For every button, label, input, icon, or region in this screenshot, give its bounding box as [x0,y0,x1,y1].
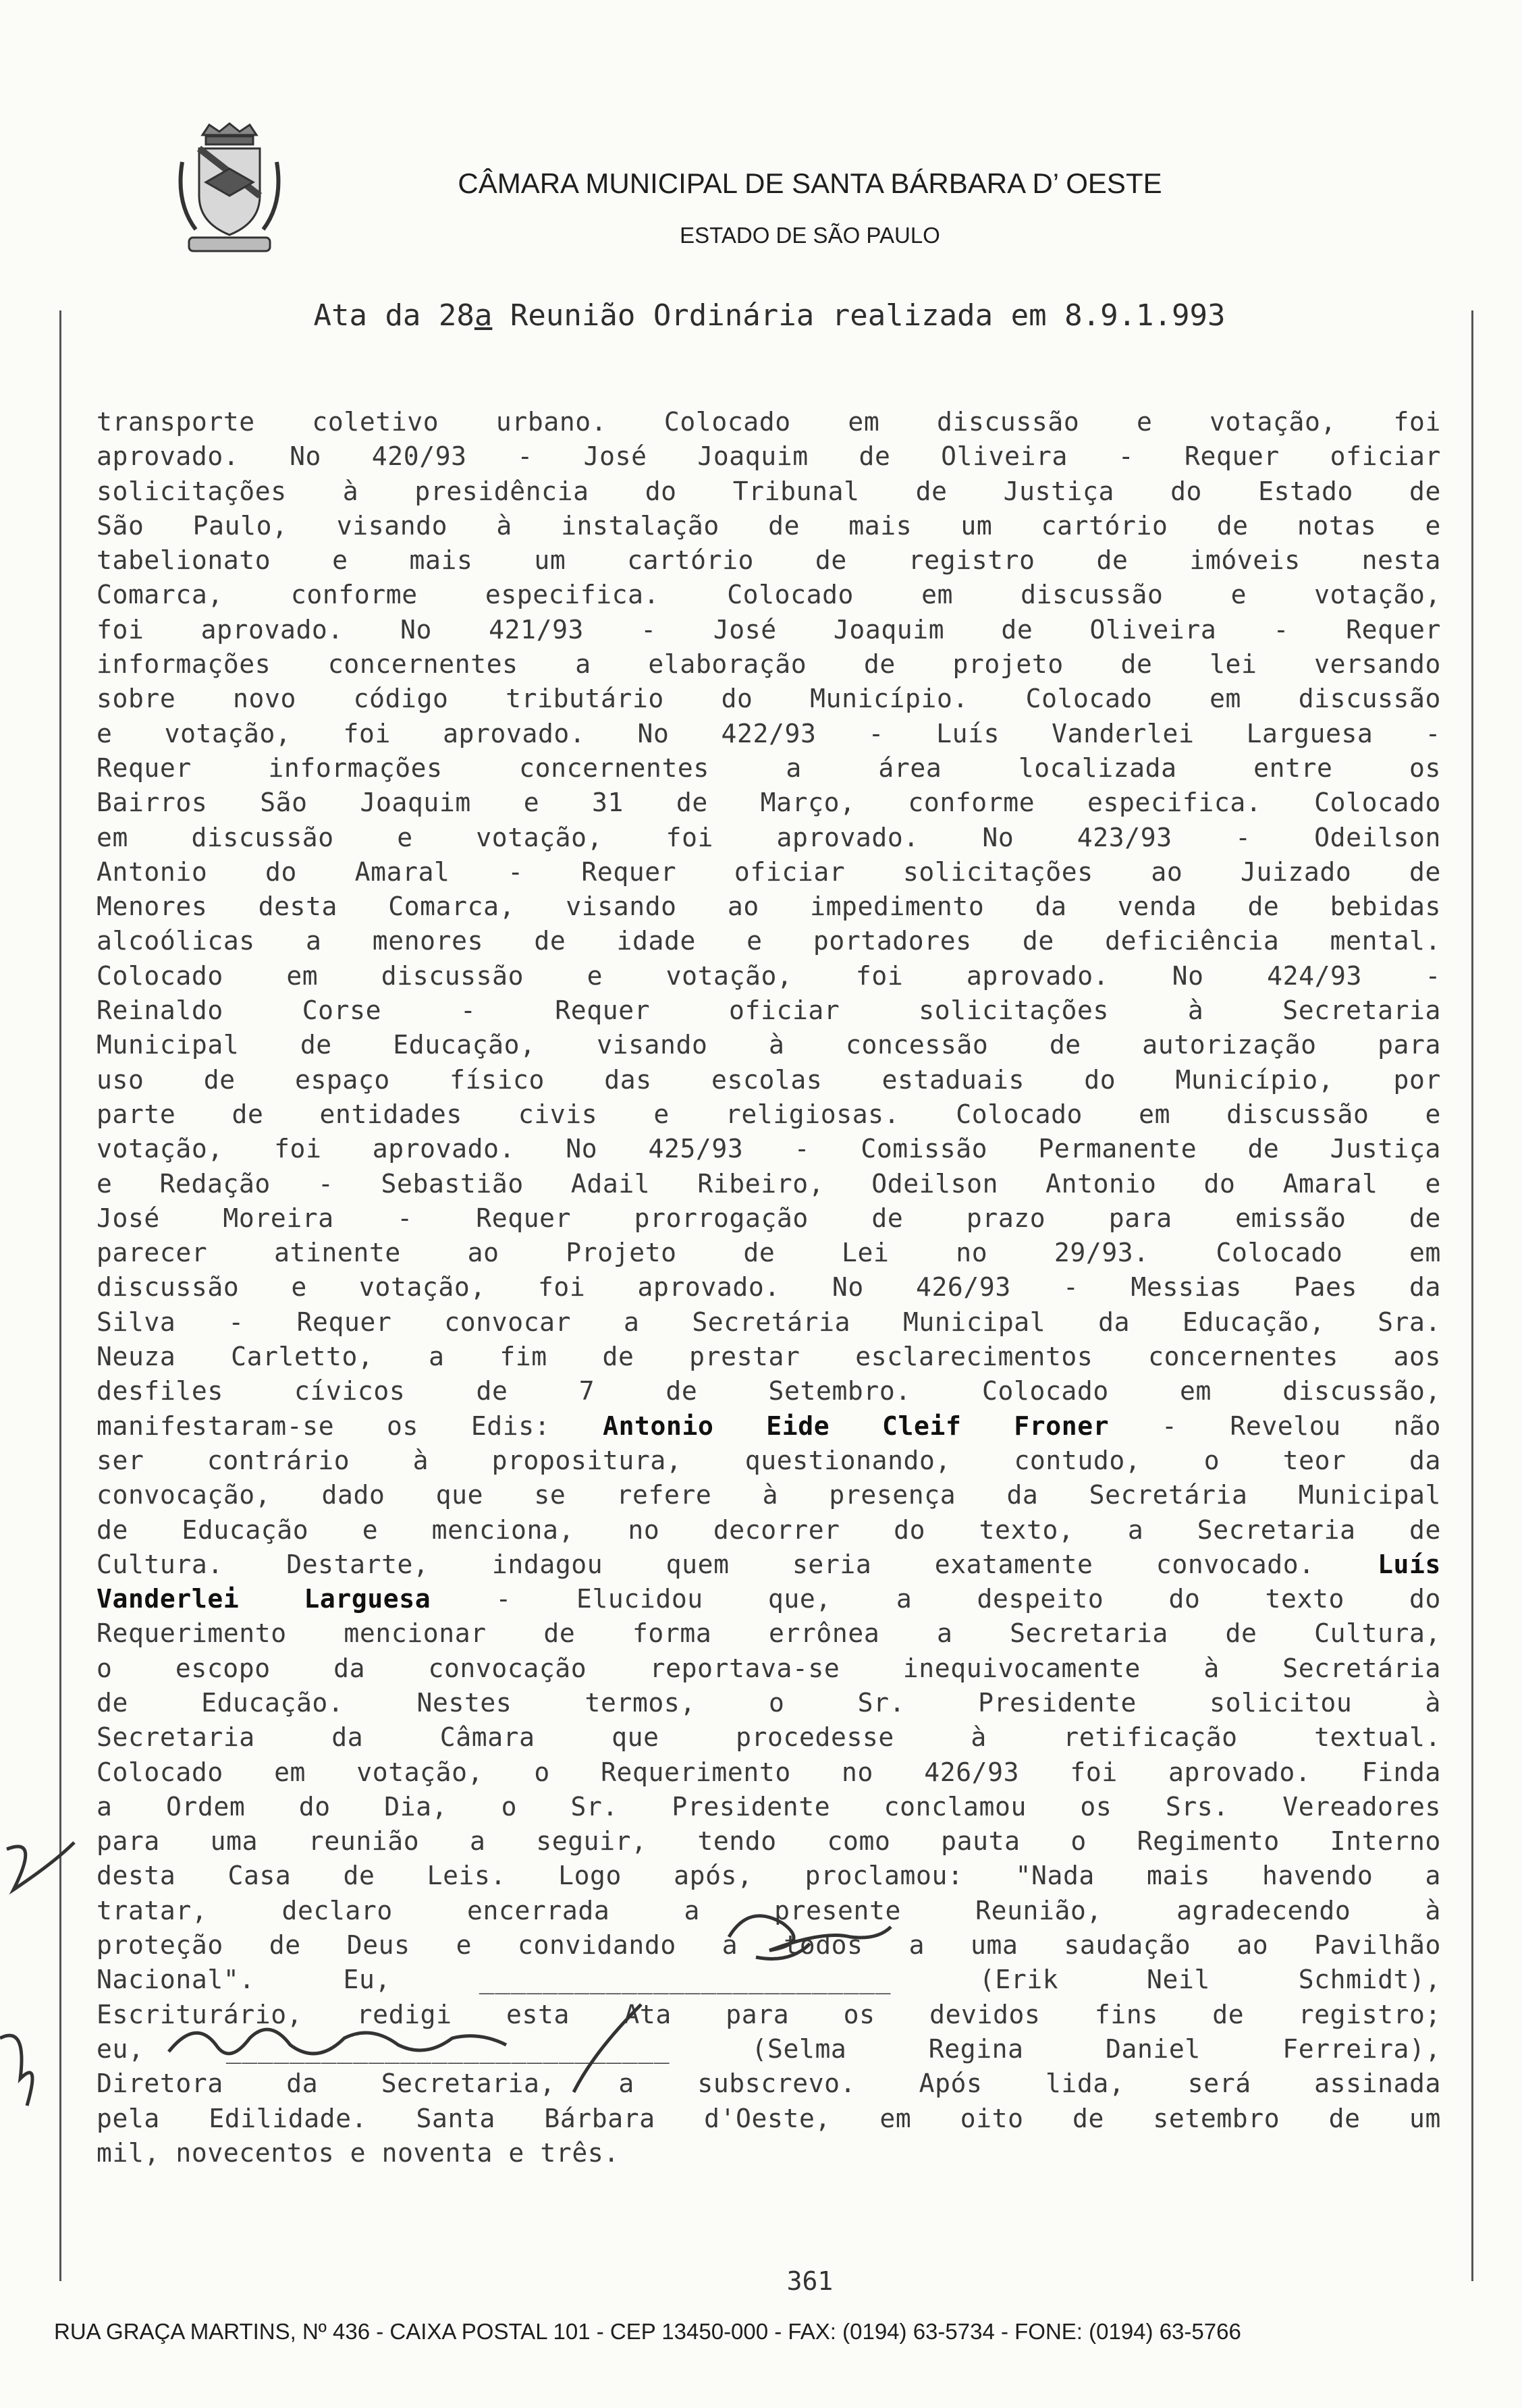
body-line: Silva - Requer convocar a Secretária Municipal da Educação, Sra. [97,1307,1441,1337]
body-line: Requerimento mencionar de forma errônea a Secretaria de Cultura, [97,1618,1441,1649]
body-line: Vanderlei Larguesa - Elucidou que, a despeito do texto do [97,1584,1441,1614]
body-line: ser contrário à propositura, questionando, contudo, o teor da [97,1445,1441,1475]
body-line: solicitações à presidência do Tribunal de Justiça do Estado de [97,476,1441,506]
body-line: foi aprovado. No 421/93 - José Joaquim de Oliveira - Requer [97,614,1441,645]
body-line: informações concernentes a elaboração de projeto de lei versando [97,649,1441,680]
body-line: José Moreira - Requer prorrogação de prazo para emissão de [97,1203,1441,1233]
body-line: aprovado. No 420/93 - José Joaquim de Oliveira - Requer oficiar [97,441,1441,472]
body-line: manifestaram-se os Edis: Antonio Eide Cleif Froner - Revelou não [97,1411,1441,1441]
body-line: alcoólicas a menores de idade e portadores de deficiência mental. [97,926,1441,956]
body-line: Diretora da Secretaria, a subscrevo. Após lida, será assinada [97,2069,1441,2099]
body-line: tabelionato e mais um cartório de registro de imóveis nesta [97,545,1441,576]
page-number: 361 [786,2266,834,2296]
speaker-name: Vanderlei Larguesa [97,1584,431,1614]
document-title: Ata da 28a Reunião Ordinária realizada em 8.9.1.993 [313,298,1226,333]
body-line: em discussão e votação, foi aprovado. No 423/93 - Odeilson [97,822,1441,852]
body-line: Neuza Carletto, a fim de prestar esclarecimentos concernentes aos [97,1342,1441,1372]
body-line: Secretaria da Câmara que procedesse à retificação textual. [97,1722,1441,1753]
body-line: transporte coletivo urbano. Colocado em discussão e votação, foi [97,407,1441,437]
body-line: convocação, dado que se refere à presença da Secretária Municipal [97,1480,1441,1510]
body-line: Reinaldo Corse - Requer oficiar solicitações à Secretaria [97,995,1441,1026]
body-line: de Educação. Nestes termos, o Sr. Presidente solicitou à [97,1687,1441,1718]
municipal-coat-of-arms-icon [169,121,290,256]
body-line: Cultura. Destarte, indagou quem seria exatamente convocado. Luís [97,1549,1441,1579]
body-line: Nacional". Eu, __________________________ (Erik Neil Schmidt), [97,1965,1441,1995]
body-line: Escriturário, redigi esta Ata para os devidos fins de registro; [97,1999,1441,2029]
body-line: desta Casa de Leis. Logo após, proclamou: "Nada mais havendo a [97,1861,1441,1891]
body-line: Municipal de Educação, visando à concessão de autorização para [97,1030,1441,1060]
body-line: São Paulo, visando à instalação de mais um cartório de notas e [97,510,1441,541]
body-line: Menores desta Comarca, visando ao impedimento da venda de bebidas [97,892,1441,922]
margin-initials-icon [0,1822,81,2133]
body-line: e Redação - Sebastião Adail Ribeiro, Odeilson Antonio do Amaral e [97,1168,1441,1199]
body-line: votação, foi aprovado. No 425/93 - Comissão Permanente de Justiça [97,1134,1441,1164]
speaker-name: Antonio Eide Cleif Froner [603,1411,1110,1441]
body-line: Bairros São Joaquim e 31 de Março, conforme especifica. Colocado [97,788,1441,818]
body-line: proteção de Deus e convidando a todos a uma saudação ao Pavilhão [97,1930,1441,1961]
body-line: de Educação e menciona, no decorrer do texto, a Secretaria de [97,1514,1441,1545]
body-line: mil, novecentos e noventa e três. [97,2137,620,2168]
body-line: parte de entidades civis e religiosas. Colocado em discussão e [97,1099,1441,1129]
body-line: Antonio do Amaral - Requer oficiar solicitações ao Juizado de [97,856,1441,887]
minutes-body [97,405,1441,2170]
body-line: tratar, declaro encerrada a presente Reunião, agradecendo à [97,1895,1441,1925]
body-line: parecer atinente ao Projeto de Lei no 29/93. Colocado em [97,1238,1441,1268]
speaker-name: Luís [1378,1549,1441,1579]
body-line: Colocado em votação, o Requerimento no 426/93 foi aprovado. Finda [97,1757,1441,1787]
right-margin-rule [1471,310,1473,2281]
body-line: sobre novo código tributário do Município. Colocado em discussão [97,684,1441,714]
chamber-name: CÂMARA MUNICIPAL DE SANTA BÁRBARA D’ OESTE [458,167,1162,199]
footer-address: RUA GRAÇA MARTINS, Nº 436 - CAIXA POSTAL 101 - CEP 13450-000 - FAX: (0194) 63-5734 - FONE: (0194) 63-5766 [54,2319,1241,2344]
body-line: e votação, foi aprovado. No 422/93 - Luís Vanderlei Larguesa - [97,718,1441,748]
body-line: discussão e votação, foi aprovado. No 426/93 - Messias Paes da [97,1272,1441,1303]
body-line: Requer informações concernentes a área localizada entre os [97,752,1441,783]
state-name: ESTADO DE SÃO PAULO [680,223,940,248]
body-line: eu, ____________________________ (Selma Regina Daniel Ferreira), [97,2033,1441,2064]
body-line: para uma reunião a seguir, tendo como pauta o Regimento Interno [97,1826,1441,1857]
body-line: pela Edilidade. Santa Bárbara d'Oeste, em oito de setembro de um [97,2103,1441,2133]
body-line: o escopo da convocação reportava-se inequivocamente à Secretária [97,1653,1441,1683]
body-line: desfiles cívicos de 7 de Setembro. Colocado em discussão, [97,1376,1441,1406]
body-line: Comarca, conforme especifica. Colocado em discussão e votação, [97,580,1441,610]
body-line: a Ordem do Dia, o Sr. Presidente conclamou os Srs. Vereadores [97,1791,1441,1822]
body-line: uso de espaço físico das escolas estaduais do Município, por [97,1064,1441,1095]
body-line: Colocado em discussão e votação, foi aprovado. No 424/93 - [97,960,1441,991]
